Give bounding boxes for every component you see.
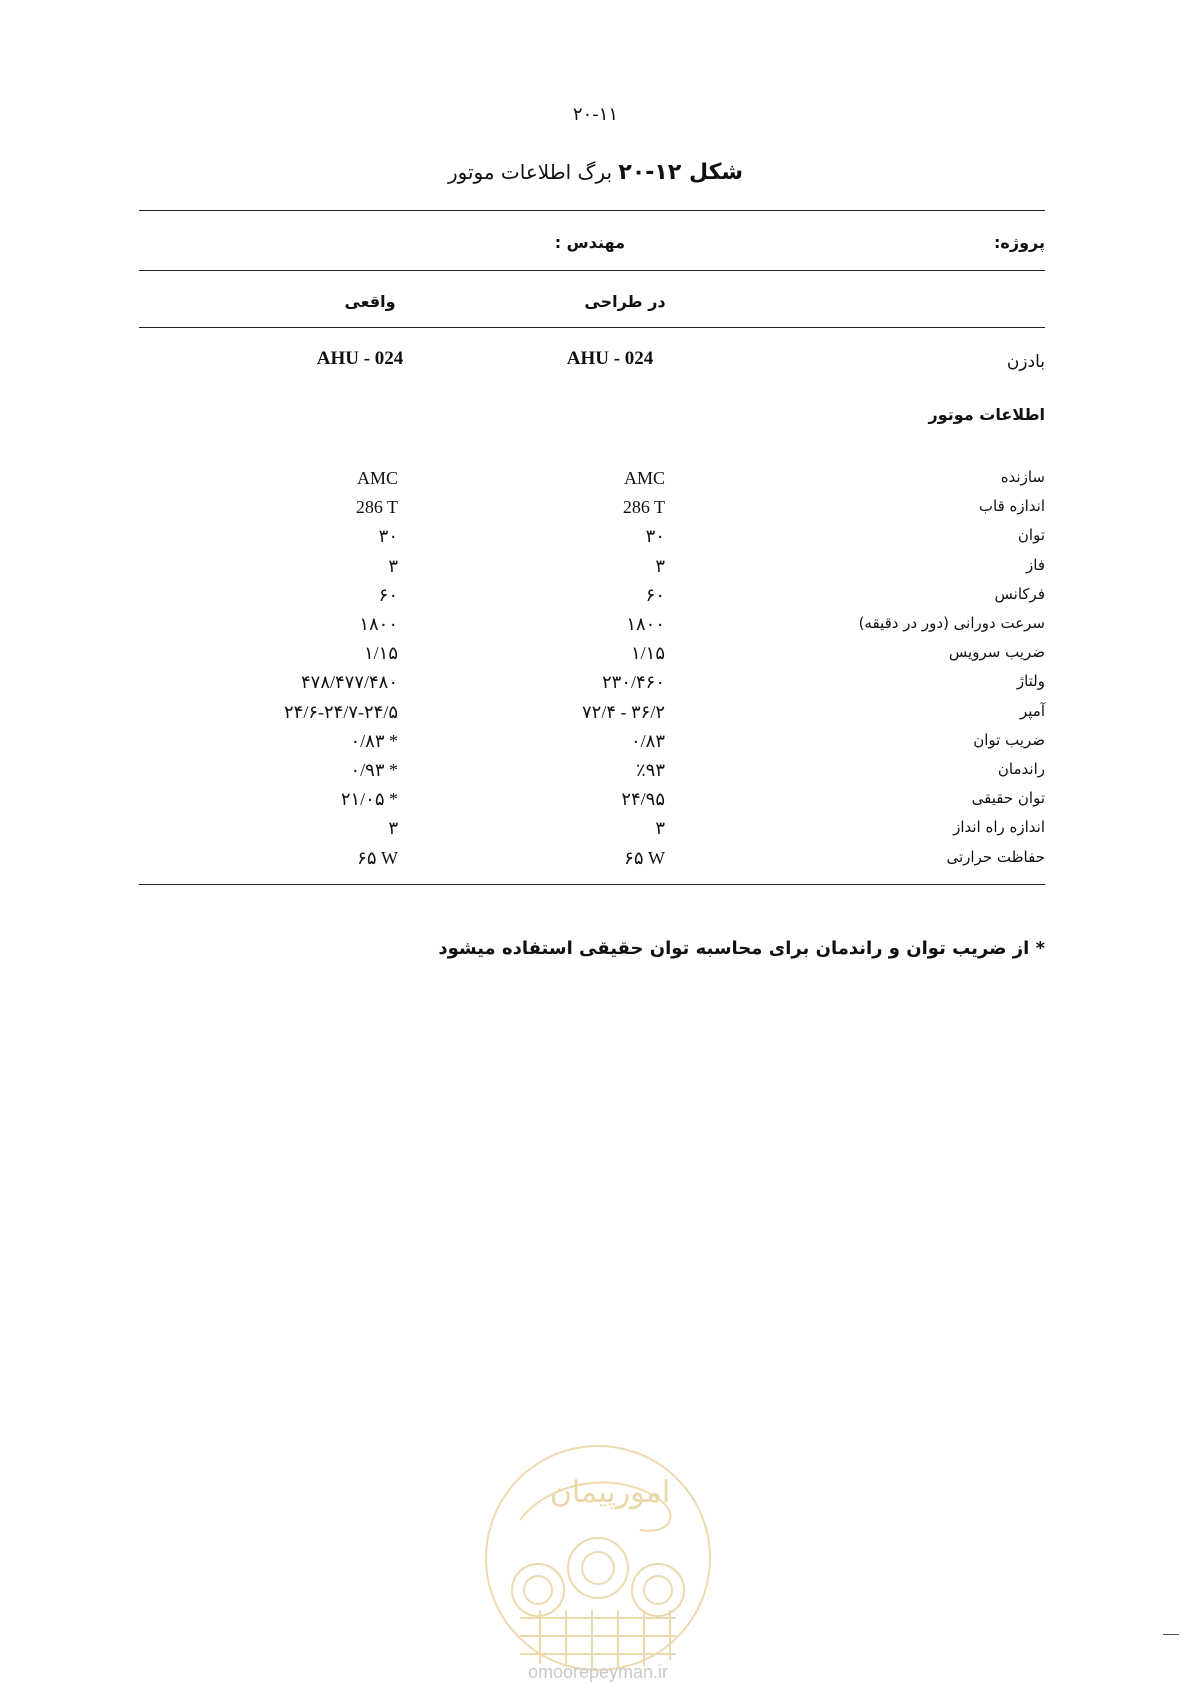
row-actual-value: ۳ bbox=[388, 555, 398, 576]
watermark-logo bbox=[480, 1440, 716, 1676]
row-design-value: ٪۹۳ bbox=[635, 760, 665, 780]
row-label: فاز bbox=[1026, 555, 1045, 574]
header-rule bbox=[139, 270, 1045, 271]
fan-actual-value: AHU - 024 bbox=[316, 348, 404, 369]
row-actual-value: ۴۷۸/۴۷۷/۴۸۰ bbox=[300, 672, 398, 693]
row-label: حفاظت حرارتی bbox=[946, 847, 1045, 866]
row-actual-value: ۶۰ bbox=[378, 584, 398, 605]
row-design-value: ۱/۱۵ bbox=[630, 643, 665, 664]
row-design-value: ۶۰ bbox=[645, 584, 665, 605]
row-label: اندازه راه انداز bbox=[953, 818, 1045, 837]
top-rule bbox=[139, 210, 1045, 211]
fan-design-value: AHU - 024 bbox=[566, 348, 654, 369]
row-label: سرعت دورانی (دور در دقیقه) bbox=[858, 614, 1045, 632]
columns-rule bbox=[139, 327, 1045, 328]
row-actual-value: ۱/۱۵ bbox=[363, 643, 398, 664]
project-label: پروژه: bbox=[994, 233, 1045, 252]
row-label: فرکانس bbox=[994, 584, 1045, 603]
row-actual-value: AMC bbox=[356, 468, 398, 488]
table-row bbox=[0, 818, 1191, 846]
row-actual-value: ۰/۹۳ * bbox=[350, 760, 398, 780]
table-row bbox=[0, 731, 1191, 759]
bottom-rule bbox=[139, 884, 1045, 885]
row-design-value: ۶۵ W bbox=[624, 847, 665, 868]
row-label: ولتاژ bbox=[1016, 672, 1045, 691]
row-label: آمپر bbox=[1019, 701, 1045, 720]
row-label: ضریب توان bbox=[973, 730, 1045, 749]
row-actual-value: ۱۸۰۰ bbox=[359, 614, 398, 634]
table-row bbox=[0, 702, 1191, 730]
row-label: اندازه قاب bbox=[978, 497, 1045, 516]
table-row bbox=[0, 468, 1191, 496]
row-actual-value: ۰/۸۳ * bbox=[350, 730, 398, 751]
row-actual-value: 286 T bbox=[355, 497, 398, 518]
row-label: توان bbox=[1017, 526, 1045, 545]
table-row bbox=[0, 848, 1191, 876]
row-actual-value: ۳ bbox=[388, 818, 398, 839]
watermark-site: omoorepeyman.ir bbox=[527, 1662, 669, 1682]
row-design-value: ۳ bbox=[655, 818, 665, 839]
row-design-value: ۳۰ bbox=[645, 526, 665, 547]
row-actual-value: ۶۵ W bbox=[357, 847, 398, 868]
column-actual-heading: واقعی bbox=[344, 292, 396, 311]
row-design-value: 286 T bbox=[622, 497, 665, 518]
motor-info-section-title: اطلاعات موتور bbox=[928, 405, 1045, 424]
row-actual-value: ۳۰ bbox=[378, 526, 398, 547]
edge-mark bbox=[1163, 1634, 1179, 1635]
table-row bbox=[0, 526, 1191, 554]
row-label: ضریب سرویس bbox=[948, 643, 1045, 662]
row-label: راندمان bbox=[997, 760, 1045, 778]
row-label: سازنده bbox=[1000, 468, 1045, 486]
table-row bbox=[0, 497, 1191, 525]
table-row bbox=[0, 556, 1191, 584]
table-row bbox=[0, 672, 1191, 700]
row-design-value: ۰/۸۳ bbox=[630, 730, 665, 751]
row-label: توان حقیقی bbox=[971, 789, 1045, 808]
watermark-logo-text: امورپیمان bbox=[549, 1475, 671, 1510]
row-design-value: ۲۳۰/۴۶۰ bbox=[601, 672, 665, 693]
row-design-value: ۷۲/۴ - ۳۶/۲ bbox=[581, 701, 665, 722]
figure-number: شکل ۱۲-۲۰ bbox=[618, 160, 744, 185]
engineer-label: مهندس : bbox=[554, 233, 625, 252]
fan-label: بادزن bbox=[1006, 352, 1045, 372]
table-row bbox=[0, 789, 1191, 817]
row-actual-value: ۲۴/۶-۲۴/۷-۲۴/۵ bbox=[283, 701, 398, 722]
table-row bbox=[0, 643, 1191, 671]
page-number: ۲۰-۱۱ bbox=[572, 104, 619, 125]
figure-caption: برگ اطلاعات موتور bbox=[447, 160, 613, 184]
row-design-value: AMC bbox=[623, 468, 665, 488]
table-row bbox=[0, 760, 1191, 788]
row-design-value: ۲۴/۹۵ bbox=[621, 789, 665, 810]
row-actual-value: ۲۱/۰۵ * bbox=[340, 789, 398, 810]
row-design-value: ۱۸۰۰ bbox=[626, 614, 665, 634]
table-row bbox=[0, 585, 1191, 613]
column-design-heading: در طراحی bbox=[584, 292, 666, 311]
table-row bbox=[0, 614, 1191, 642]
figure-title bbox=[0, 160, 1191, 185]
row-design-value: ۳ bbox=[655, 555, 665, 576]
footnote: * از ضریب توان و راندمان برای محاسبه توان حقیقی استفاده میشود bbox=[438, 938, 1045, 959]
